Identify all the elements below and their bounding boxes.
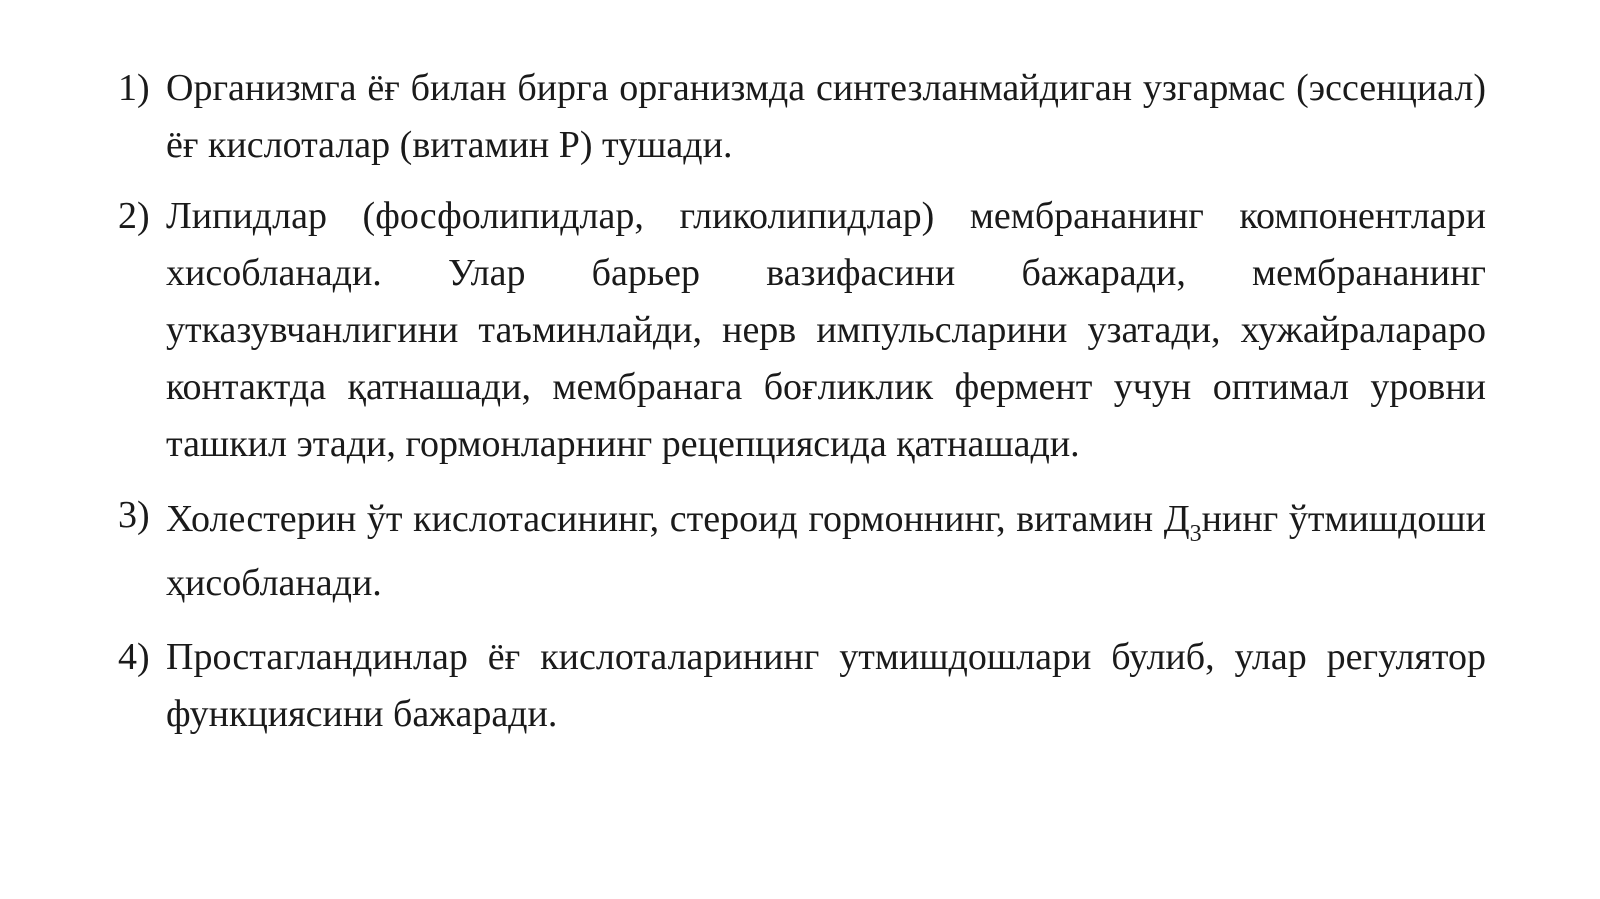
list-item-number: 2)	[118, 195, 150, 237]
list-item	[118, 60, 1486, 174]
list-item-text: Простагландинлар ёғ кислоталарининг утмишдошлари булиб, улар регулятор функциясини бажаради.	[166, 636, 1486, 735]
subscript: 3	[1189, 521, 1202, 547]
list-item-text-after: нинг ўтмишдоши ҳисобланади.	[166, 498, 1486, 604]
list-item-number: 1)	[118, 67, 150, 109]
list-item-text-before: Холестерин ўт кислотасининг, стероид гормоннинг, витамин Д	[166, 498, 1190, 540]
list-item-number: 4)	[118, 636, 150, 678]
list-item-text: Липидлар (фосфолипидлар, гликолипидлар) мембрананинг компонентлари хисобланади. Улар барьер вазифасини бажаради, мембрананинг утказувчанлигини таъминлайди, нерв импульсларини узатади, хужайралараро контактда қатнашади, мембранага боғликлик фермент учун оптимал уровни ташкил этади, гормонларнинг рецепциясида қатнашади.	[166, 195, 1486, 465]
list-item-text	[166, 487, 1486, 615]
list-item	[118, 487, 1486, 615]
list-item	[118, 629, 1486, 743]
list-item-text: Организмга ёғ билан бирга организмда синтезланмайдиган узгармас (эссенциал) ёғ кислоталар (витамин Р) тушади.	[166, 67, 1486, 166]
list-item	[118, 188, 1486, 473]
list-item-number: 3)	[118, 494, 150, 536]
numbered-list	[118, 60, 1486, 757]
